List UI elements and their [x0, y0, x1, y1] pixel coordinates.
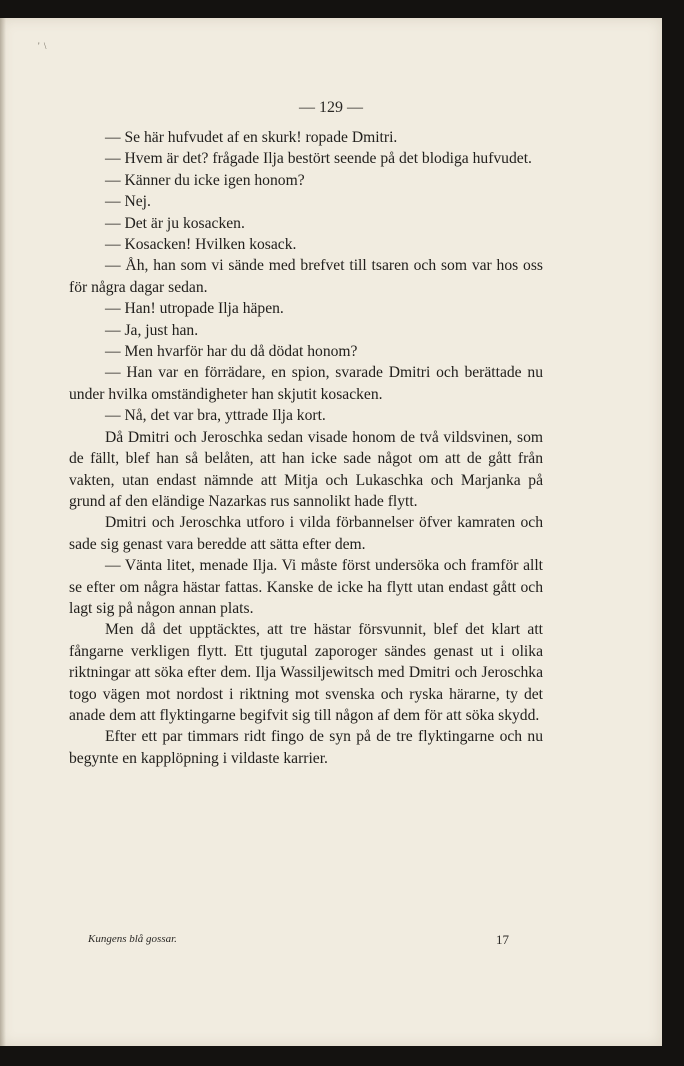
paragraph: — Ja, just han.: [105, 321, 199, 339]
body-text: [69, 127, 543, 769]
footer-sheet-number: 17: [496, 932, 509, 947]
paragraph: Men då det upptäcktes, att tre hästar försvunnit, blef det klart att fångarne verkligen flytt. Ett tjugutal zaporoger sändes genast ut i olika riktningar att söka efter dem. Ilja Wassiljewitsch med Dmitri och Jeroschka togo vägen mot nordost i riktning mot svenska och ryska härarne, ty det anade dem att flyktingarne begifvit sig till någon af dem för att söka skydd.: [69, 621, 543, 724]
paragraph: — Men hvarför har du då dödat honom?: [105, 343, 358, 361]
paragraph: Dmitri och Jeroschka utforo i vilda förbannelser öfver kamraten och sade sig genast vara beredde att sätta efter dem.: [69, 514, 543, 553]
paragraph: — Han var en förrädare, en spion, svarade Dmitri och berättade nu under hvilka omständigheter han skjutit kosacken.: [69, 364, 543, 403]
paragraph: — Det är ju kosacken.: [105, 214, 245, 232]
page-edge-shadow: [0, 18, 6, 1046]
paragraph: — Se här hufvudet af en skurk! ropade Dmitri.: [105, 129, 398, 146]
footer-signature: Kungens blå gossar.: [88, 933, 177, 945]
paragraph: — Kosacken! Hvilken kosack.: [105, 236, 297, 254]
page-number: — 129 —: [299, 99, 363, 116]
paragraph: — Han! utropade Ilja häpen.: [105, 300, 284, 318]
paragraph: — Känner du icke igen honom?: [105, 171, 305, 189]
paragraph: Då Dmitri och Jeroschka sedan visade honom de två vildsvinen, som de fällt, blef han så belåten, att han icke sade något om att de gått från vakten, utan endast nämnde att Mitja och Lukaschka och Marjanka på grund af den eländige Nazarkas rus sannolikt hade flytt.: [69, 428, 543, 510]
paragraph: — Nå, det var bra, yttrade Ilja kort.: [105, 407, 326, 425]
paragraph: — Vänta litet, menade Ilja. Vi måste först undersöka och framför allt se efter om några hästar fattas. Kanske de icke ha flytt utan endast gått och lagt sig på någon annan plats.: [69, 557, 543, 617]
corner-marks: ' \: [38, 41, 48, 51]
paragraph: — Åh, han som vi sände med brefvet till tsaren och som var hos oss för några dagar sedan.: [69, 257, 543, 296]
paragraph: Efter ett par timmars ridt fingo de syn på de tre flyktingarne och nu begynte en kapplöpning i vildaste karrier.: [69, 728, 543, 767]
paragraph: — Hvem är det? frågade Ilja bestört seende på det blodiga hufvudet.: [105, 150, 532, 168]
paragraph: — Nej.: [105, 193, 151, 211]
